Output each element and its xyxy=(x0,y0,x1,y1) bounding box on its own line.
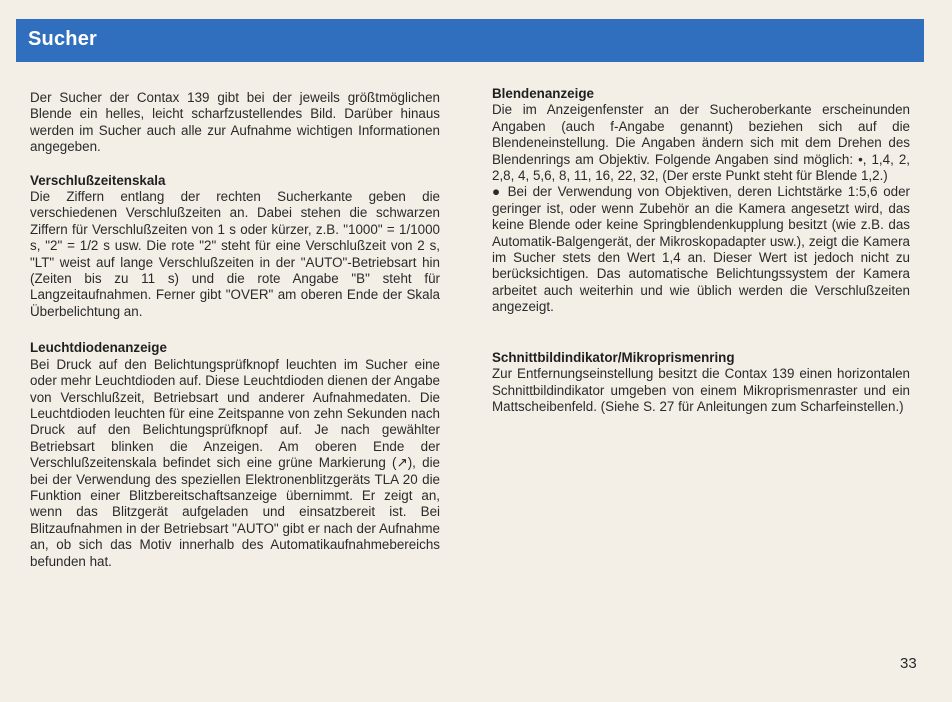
page-number: 33 xyxy=(900,655,917,672)
note-blendenanzeige: ● Bei der Verwendung von Objektiven, deren Lichtstärke 1:5,6 oder geringer ist, oder wenn Zubehör an die Kamera angesetzt wird, das keine Blende oder keine Springblendenkupplung besitzt (wie z.B. das Automatik-Balgengerät, der Mikroskopadapter usw.), zeigt die Kamera im Sucher stets den Wert 1,4 an. Dieser Wert ist jedoch nicht zu berücksichtigen. Das automatische Belichtungssystem der Kamera arbeitet auch weiterhin und wie üblich werden die Verschlußzeiten angezeigt. xyxy=(492,184,910,315)
paragraph-verschlusszeitenskala: Die Ziffern entlang der rechten Sucherkante geben die verschiedenen Verschlußzeiten an. Dabei stehen die schwarzen Ziffern für Verschlußzeiten von 1 s oder kürzer, z.B. "1000" = 1/1000 s, "2" = 1/2 s usw. Die rote "2" steht für eine Verschlußzeit von 2 s, "LT" weist auf lange Verschlußzeiten in der "AUTO"-Betriebsart hin (Zeiten bis zu 11 s) und die rote Angabe "B" steht für Langzeitaufnahmen. Ferner gibt "OVER" am oberen Ende der Skala Überbelichtung an. xyxy=(30,189,440,319)
heading-schnittbildindikator: Schnittbildindikator/Mikroprismenring xyxy=(492,349,735,365)
left-column xyxy=(30,90,440,570)
section-header-bar xyxy=(16,19,924,62)
intro-paragraph: Der Sucher der Contax 139 gibt bei der jeweils größtmöglichen Blende ein helles, leicht scharfzustellendes Bild. Darüber hinaus werden im Sucher auch alle zur Aufnahme wichtigen Informationen angegeben. xyxy=(30,90,440,155)
right-column xyxy=(492,86,910,415)
paragraph-blendenanzeige: Die im Anzeigenfenster an der Sucheroberkante erscheinunden Angaben (auch f-Angabe genannt) beziehen sich auf die Blendeneinstellung. Die Angaben ändern sich mit dem Drehen des Blendenrings am Objektiv. Folgende Angaben sind möglich: •, 1,4, 2, 2,8, 4, 5,6, 8, 11, 16, 22, 32, (Der erste Punkt steht für Blende 1,2.) xyxy=(492,102,910,184)
heading-verschlusszeitenskala: Verschlußzeitenskala xyxy=(30,172,166,188)
paragraph-schnittbildindikator: Zur Entfernungseinstellung besitzt die Contax 139 einen horizontalen Schnittbildindikator umgeben von einem Mikroprismenraster und ein Mattscheibenfeld. (Siehe S. 27 für Anleitungen zum Scharfeinstellen.) xyxy=(492,366,910,414)
heading-leuchtdiodenanzeige: Leuchtdiodenanzeige xyxy=(30,340,167,356)
paragraph-leuchtdiodenanzeige: Bei Druck auf den Belichtungsprüfknopf leuchten im Sucher eine oder mehr Leuchtdioden auf. Diese Leuchtdioden dienen der Angabe von Verschlußzeit, Betriebsart und anderer Aufnahmedaten. Die Leuchtdioden leuchten für eine Zeitspanne von zehn Sekunden nach Druck auf den Belichtungsprüfknopf auf. Je nach gewählter Betriebsart blinken die Anzeigen. Am oberen Ende der Verschlußzeitenskala befindet sich eine grüne Markierung (↗), die bei der Verwendung des speziellen Elektronenblitzgeräts TLA 20 die Funktion einer Blitzbereitschaftsanzeige übernimmt. Er zeigt an, wenn das Blitzgerät aufgeladen und einsatzbereit ist. Bei Blitzaufnahmen in der Betriebsart "AUTO" gibt er nach der Aufnahme an, ob sich das Motiv innerhalb des Automatikaufnahmebereichs befunden hat. xyxy=(30,356,440,569)
heading-blendenanzeige: Blendenanzeige xyxy=(492,86,594,101)
page-title: Sucher xyxy=(28,28,98,50)
